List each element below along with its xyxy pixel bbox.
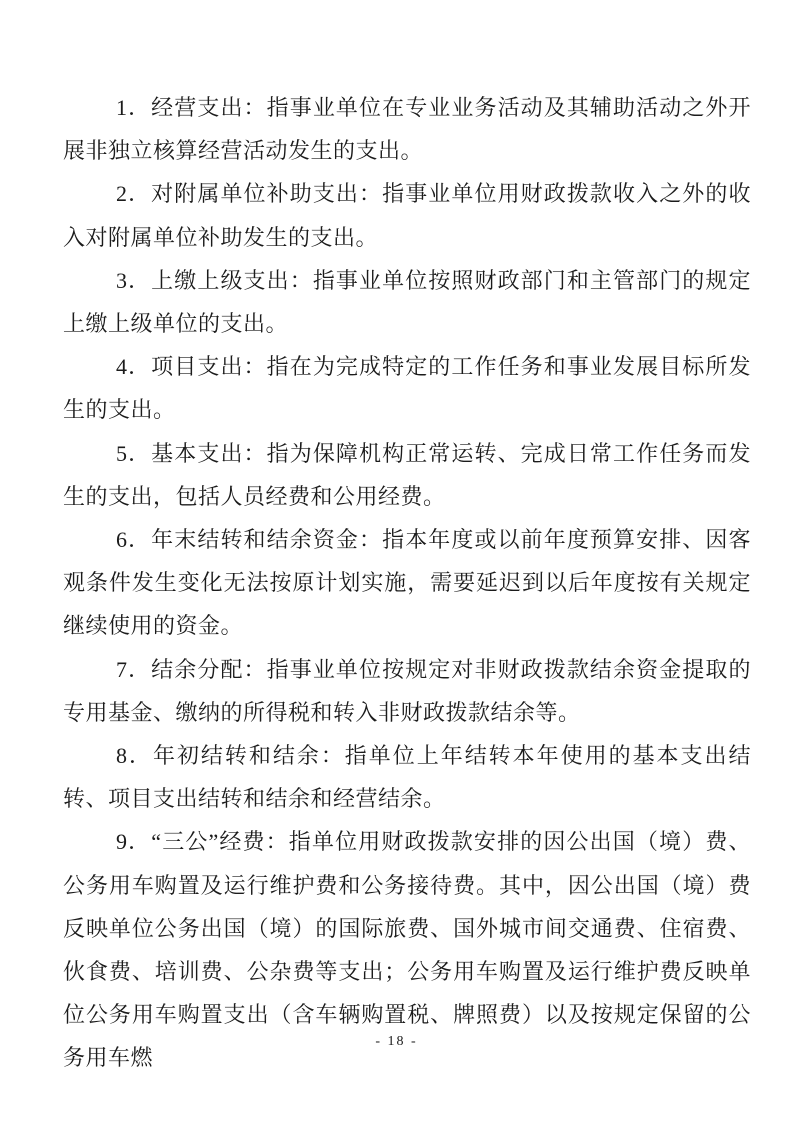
definition-item-9: 9．“三公”经费：指单位用财政拨款安排的因公出国（境）费、公务用车购置及运行维护费和公务接待费。其中，因公出国（境）费反映单位公务出国（境）的国际旅费、国外城市间交通费、住宿费、伙食费、培训费、公杂费等支出；公务用车购置及运行维护费反映单位公务用车购置支出（含车辆购置税、牌照费）以及按规定保留的公务用车燃 bbox=[63, 829, 751, 1071]
definition-item-7: 7．结余分配：指事业单位按规定对非财政拨款结余资金提取的专用基金、缴纳的所得税和转入非财政拨款结余等。 bbox=[63, 656, 751, 725]
definition-item-1: 1．经营支出：指事业单位在专业业务活动及其辅助活动之外开展非独立核算经营活动发生的支出。 bbox=[63, 95, 751, 164]
definition-item-6: 6．年末结转和结余资金：指本年度或以前年度预算安排、因客观条件发生变化无法按原计划实施，需要延迟到以后年度按有关规定继续使用的资金。 bbox=[63, 527, 751, 639]
definition-item-5: 5．基本支出：指为保障机构正常运转、完成日常工作任务而发生的支出，包括人员经费和公用经费。 bbox=[63, 440, 751, 509]
document-body bbox=[63, 86, 751, 1080]
definition-item-3: 3．上缴上级支出：指事业单位按照财政部门和主管部门的规定上缴上级单位的支出。 bbox=[63, 267, 751, 337]
definition-item-8: 8．年初结转和结余：指单位上年结转本年使用的基本支出结转、项目支出结转和结余和经营结余。 bbox=[63, 743, 751, 812]
page-number: - 18 - bbox=[375, 1034, 418, 1049]
page-footer bbox=[0, 1034, 793, 1050]
definition-item-2: 2．对附属单位补助支出：指事业单位用财政拨款收入之外的收入对附属单位补助发生的支出。 bbox=[63, 181, 751, 250]
definition-item-4: 4．项目支出：指在为完成特定的工作任务和事业发展目标所发生的支出。 bbox=[63, 354, 751, 423]
